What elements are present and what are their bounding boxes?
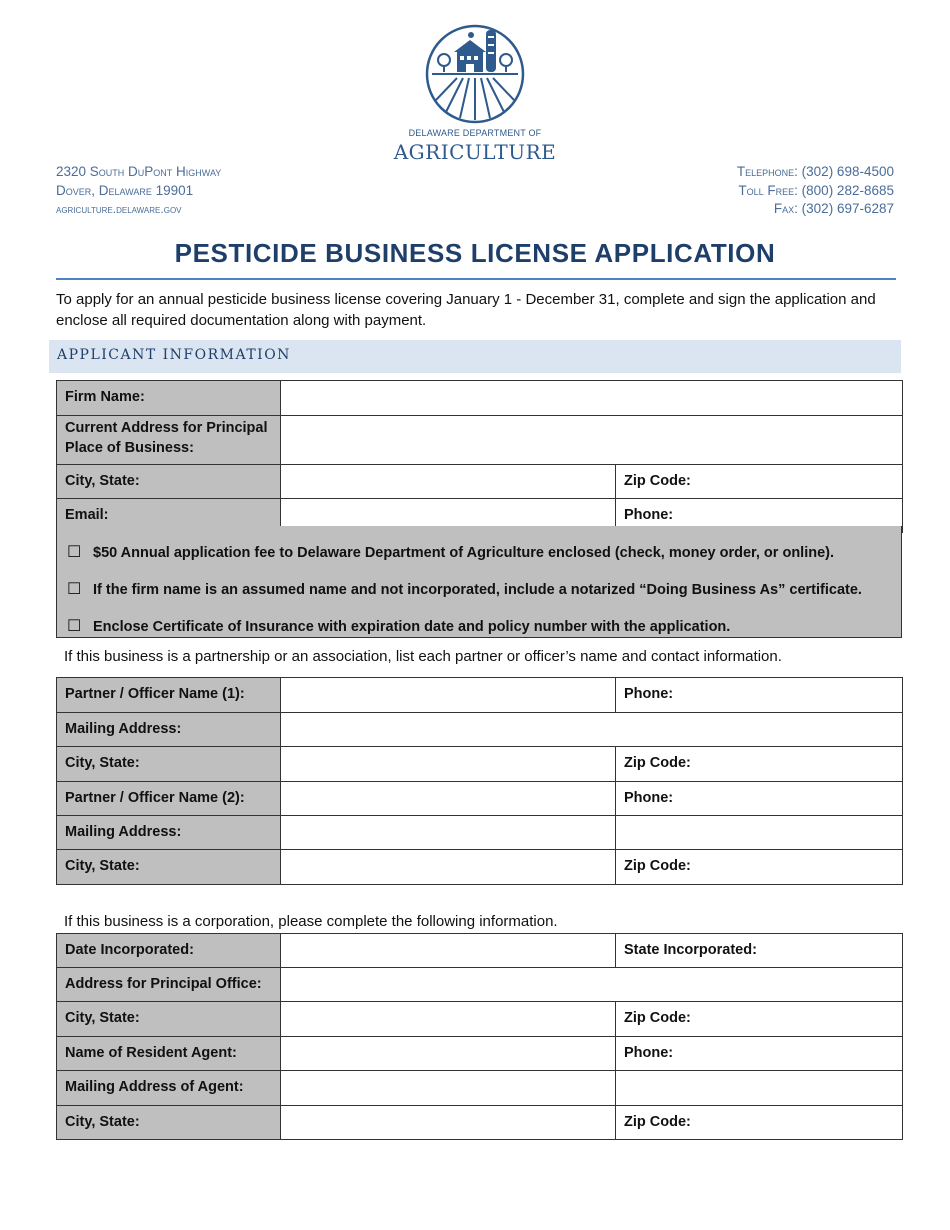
section-title: APPLICANT INFORMATION	[57, 347, 291, 363]
partner-name-2-label: Partner / Officer Name (2):	[57, 782, 281, 816]
address-line-1: 2320 South DuPont Highway	[56, 164, 222, 179]
agent-mailing-field[interactable]	[281, 1071, 616, 1106]
corp-zip-field[interactable]: Zip Code:	[616, 1002, 903, 1037]
partner-name-1-label: Partner / Officer Name (1):	[57, 678, 281, 713]
address-line-2: Dover, Delaware 19901	[56, 182, 194, 198]
partner-1-phone-field[interactable]: Phone:	[616, 678, 903, 713]
date-incorporated-label: Date Incorporated:	[57, 934, 281, 968]
department-logo	[424, 22, 526, 126]
partner-1-mailing-label: Mailing Address:	[57, 713, 281, 747]
agent-zip-field[interactable]: Zip Code:	[616, 1106, 903, 1140]
phone-field[interactable]: Phone:	[616, 499, 903, 533]
fax: Fax: (302) 697-6287	[773, 201, 894, 216]
requirements-checklist	[56, 526, 902, 638]
applicant-table	[56, 380, 903, 533]
telephone: Telephone: (302) 698-4500	[736, 164, 894, 179]
partner-1-zip-field[interactable]: Zip Code:	[616, 747, 903, 782]
resident-agent-field[interactable]	[281, 1037, 616, 1071]
partner-2-mailing-label: Mailing Address:	[57, 816, 281, 850]
partner-2-city-label: City, State:	[57, 850, 281, 885]
partnership-note: If this business is a partnership or an association, list each partner or officer’s name and contact information.	[64, 648, 782, 665]
agent-phone-field[interactable]: Phone:	[616, 1037, 903, 1071]
department-name: AGRICULTURE	[393, 140, 557, 164]
partner-2-mailing-extra[interactable]	[616, 816, 903, 850]
principal-address-label: Current Address for Principal Place of Business:	[57, 416, 281, 465]
checklist-text: $50 Annual application fee to Delaware Department of Agriculture enclosed (check, money order, or online).	[93, 545, 835, 561]
agent-city-label: City, State:	[57, 1106, 281, 1140]
checklist-text: If the firm name is an assumed name and not incorporated, include a notarized “Doing Business As” certificate.	[93, 582, 862, 598]
corp-city-label: City, State:	[57, 1002, 281, 1037]
partner-name-1-field[interactable]	[281, 678, 616, 713]
partner-1-city-field[interactable]	[281, 747, 616, 782]
agent-mailing-extra[interactable]	[616, 1071, 903, 1106]
date-incorporated-field[interactable]	[281, 934, 616, 968]
firm-name-label: Firm Name:	[57, 381, 281, 416]
checkbox-icon[interactable]: ☐	[67, 618, 82, 635]
partner-1-mailing-field[interactable]	[281, 713, 903, 747]
principal-office-label: Address for Principal Office:	[57, 968, 281, 1002]
section-header	[49, 340, 901, 373]
agent-mailing-label: Mailing Address of Agent:	[57, 1071, 281, 1106]
corporation-note: If this business is a corporation, please complete the following information.	[64, 913, 558, 930]
partner-2-mailing-field[interactable]	[281, 816, 616, 850]
page-title: PESTICIDE BUSINESS LICENSE APPLICATION	[174, 238, 776, 268]
corporation-table	[56, 933, 903, 1140]
checklist-item-insurance[interactable]	[67, 616, 730, 636]
toll-free: Toll Free: (800) 282-8685	[738, 182, 894, 198]
title-divider	[56, 278, 896, 280]
state-incorporated-field[interactable]: State Incorporated:	[616, 934, 903, 968]
agent-city-field[interactable]	[281, 1106, 616, 1140]
mailing-address	[56, 163, 221, 219]
department-name-small: DELAWARE DEPARTMENT OF	[408, 128, 542, 138]
checkbox-icon[interactable]: ☐	[67, 581, 82, 598]
checklist-text: Enclose Certificate of Insurance with expiration date and policy number with the application.	[93, 619, 731, 635]
email-label: Email:	[57, 499, 281, 533]
checklist-item-dba[interactable]	[67, 579, 862, 599]
contact-info	[737, 163, 894, 219]
intro-paragraph: To apply for an annual pesticide business license covering January 1 - December 31, complete and sign the application and enclose all required documentation along with payment.	[56, 291, 876, 329]
partner-2-phone-field[interactable]: Phone:	[616, 782, 903, 816]
corp-city-field[interactable]	[281, 1002, 616, 1037]
zip-code-field[interactable]: Zip Code:	[616, 465, 903, 499]
principal-office-field[interactable]	[281, 968, 903, 1002]
partner-2-zip-field[interactable]: Zip Code:	[616, 850, 903, 885]
partner-2-city-field[interactable]	[281, 850, 616, 885]
city-state-label: City, State:	[57, 465, 281, 499]
partner-name-2-field[interactable]	[281, 782, 616, 816]
resident-agent-label: Name of Resident Agent:	[57, 1037, 281, 1071]
firm-name-field[interactable]	[281, 381, 903, 416]
partner-1-city-label: City, State:	[57, 747, 281, 782]
checklist-item-fee[interactable]	[67, 542, 834, 562]
principal-address-field[interactable]	[281, 416, 903, 465]
partners-table	[56, 677, 903, 885]
website-link[interactable]: agriculture.delaware.gov	[56, 202, 182, 216]
checkbox-icon[interactable]: ☐	[67, 544, 82, 561]
city-state-field[interactable]	[281, 465, 616, 499]
